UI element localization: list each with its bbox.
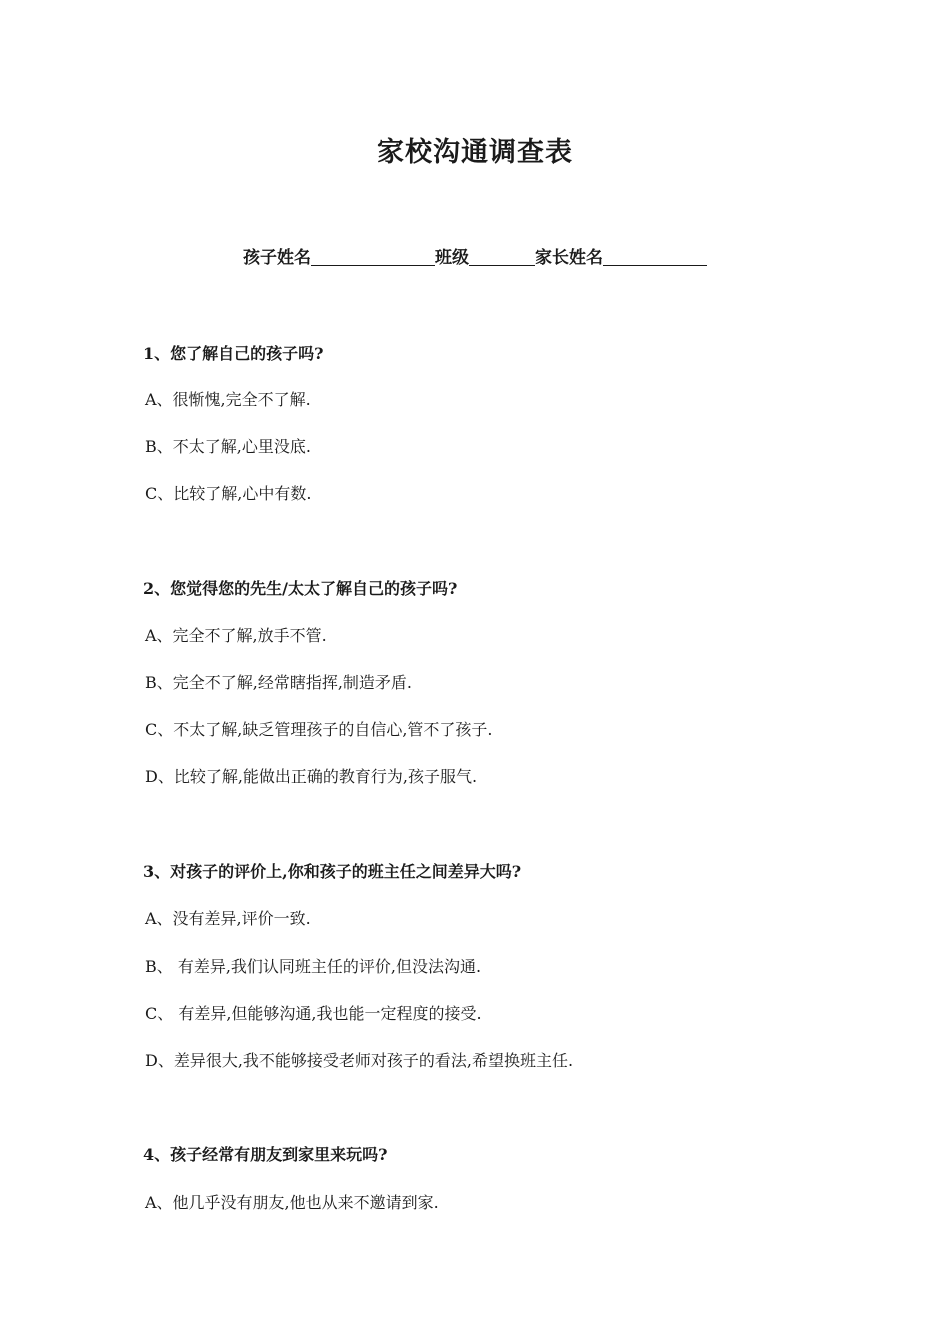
info-fields [0,243,950,268]
page-title: 家校沟通调查表 [377,137,573,168]
question-1: 1、您了解自己的孩子吗? [143,344,324,363]
question-3-option-c: C、 有差异,但能够沟通,我也能一定程度的接受. [145,1004,482,1023]
class-label: 班级 [435,248,469,268]
question-3-option-d: D、差异很大,我不能够接受老师对孩子的看法,希望换班主任. [145,1051,574,1070]
child-name-blank [311,247,435,266]
parent-name-label: 家长姓名 [535,248,603,268]
question-3: 3、对孩子的评价上,你和孩子的班主任之间差异大吗? [143,862,522,881]
question-4-option-a: A、他几乎没有朋友,他也从来不邀请到家. [145,1193,439,1212]
question-2-option-a: A、完全不了解,放手不管. [145,626,327,645]
question-2-option-b: B、完全不了解,经常瞎指挥,制造矛盾. [145,673,413,692]
question-2-option-d: D、比较了解,能做出正确的教育行为,孩子服气. [145,767,478,786]
child-name-label: 孩子姓名 [243,248,311,268]
class-blank [469,247,535,266]
question-1-option-c: C、比较了解,心中有数. [145,484,312,503]
question-1-option-b: B、不太了解,心里没底. [145,437,311,456]
question-4: 4、孩子经常有朋友到家里来玩吗? [143,1145,388,1164]
question-3-option-b: B、 有差异,我们认同班主任的评价,但没法沟通. [145,957,482,976]
question-3-option-a: A、没有差异,评价一致. [145,909,311,928]
question-1-option-a: A、很惭愧,完全不了解. [145,390,311,409]
question-2: 2、您觉得您的先生/太太了解自己的孩子吗? [143,579,458,598]
question-2-option-c: C、不太了解,缺乏管理孩子的自信心,管不了孩子. [145,720,493,739]
parent-name-blank [603,247,707,266]
